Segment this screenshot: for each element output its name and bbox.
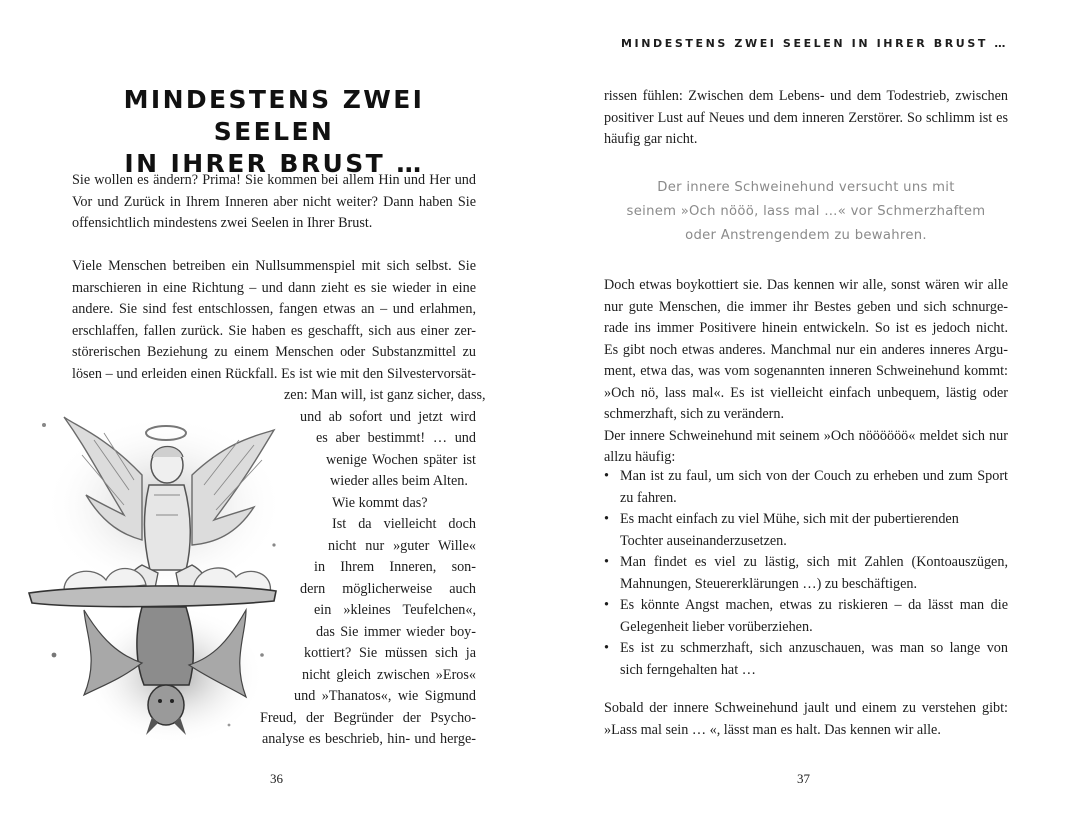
page-number-left: 36	[270, 771, 283, 786]
pull-quote-line: seinem »Och nööö, lass mal …« vor Schmerzhaftem	[626, 204, 986, 219]
text-line: nicht nur »guter Wille«	[328, 537, 476, 554]
text-line: Sie wollen es ändern? Prima! Sie kommen bei allem Hin und Her und	[72, 172, 476, 188]
list-item	[604, 638, 1008, 681]
chapter-title-line: IN IHRER BRUST …	[124, 149, 424, 178]
text-line: Tochter auseinanderzusetzen.	[620, 532, 787, 549]
text-line: schmerzhaft, sich zu verändern.	[604, 406, 785, 422]
pull-quote-line: oder Anstrengendem zu bewahren.	[685, 228, 927, 243]
text-line: lösen – und erleiden einen Rückfall. Es ist wie mit den Silvestervorsät-	[72, 365, 476, 382]
text-line: Es könnte Angst machen, etwas zu riskieren – da lässt man die	[620, 597, 1008, 613]
text-line: nur gute Menschen, die immer ihr Bestes geben und sich schnurge-	[604, 298, 1008, 315]
text-line: offensichtlich mindestens zwei Seelen in Ihrer Brust.	[72, 215, 373, 231]
text-line: störerischen Beziehung zu einem Menschen oder Substanzmittel zu	[72, 344, 476, 360]
text-line: dern möglicherweise auch	[300, 580, 476, 597]
paragraph-boykott	[604, 275, 1008, 469]
text-line: und ab sofort und jetzt wird	[300, 408, 476, 425]
text-line: und »Thanatos«, wie Sigmund	[294, 688, 476, 704]
text-line: wenige Wochen später ist	[326, 451, 476, 468]
text-line: Vor und Zurück in Ihrem Inneren aber nicht weiter? Dann haben Sie	[72, 193, 476, 210]
chapter-title-line: MINDESTENS ZWEI SEELEN	[123, 85, 425, 146]
text-line: Mahnungen, Steuererklärungen …) zu beschäftigen.	[620, 575, 918, 592]
text-line: rade ins immer Positivere hinein entwickeln. So ist es jedoch nicht.	[604, 320, 1008, 336]
text-line: das Sie immer wieder boy-	[316, 623, 476, 640]
text-line: Es gibt noch etwas anderes. Manchmal nur ein anderes inneres Argu-	[604, 341, 1008, 358]
text-line: Man ist zu faul, um sich von der Couch zu erheben und zum Sport	[620, 468, 1008, 484]
page-number-right: 37	[797, 771, 810, 786]
pull-quote	[604, 176, 1008, 248]
paragraph-continuation	[604, 86, 1008, 151]
paragraph-closing	[604, 698, 1008, 741]
text-line: »Och nö, lass mal«. Es ist vielleicht einfach unbequem, lästig oder	[604, 384, 1008, 401]
text-line: marschieren in eine Richtung – und dann zieht es sie wieder in eine	[72, 279, 476, 296]
text-line: häufig gar nicht.	[604, 131, 698, 147]
running-head: MINDESTENS ZWEI SEELEN IN IHRER BRUST …	[621, 37, 1008, 50]
text-line: Ist da vielleicht doch	[332, 516, 476, 532]
text-line: Freud, der Begründer der Psycho-	[260, 709, 476, 726]
text-line: positiver Lust auf Neues und dem inneren Zerstörer. So schlimm ist es	[604, 109, 1008, 126]
paragraph-nullsummenspiel	[72, 256, 476, 385]
wrapped-paragraph	[72, 385, 486, 751]
bullet-marker: •	[604, 597, 609, 613]
pull-quote-line: Der innere Schweinehund versucht uns mit	[657, 180, 955, 195]
list-item	[604, 466, 1008, 509]
text-line: es aber bestimmt! … und	[316, 430, 476, 446]
text-line: Es ist zu schmerzhaft, sich anzuschauen, was man so lange von	[620, 640, 1008, 656]
text-line: Wie kommt das?	[332, 494, 428, 511]
text-line: nicht gleich zwischen »Eros«	[302, 666, 476, 683]
text-line: ment, etwa das, was vom sogenannten inneren Schweinehund kommt:	[604, 363, 1008, 379]
text-line: erschlaffen, fallen zurück. Sie haben es geschafft, sich aus einer zer-	[72, 322, 476, 339]
text-line: Doch etwas boykottiert sie. Das kennen wir alle, sonst wären wir alle	[604, 277, 1008, 293]
bullet-marker: •	[604, 511, 609, 527]
list-item	[604, 595, 1008, 638]
text-line: ein »kleines Teufelchen«,	[314, 602, 476, 618]
text-line: Es macht einfach zu viel Mühe, sich mit der pubertierenden	[620, 511, 959, 527]
chapter-title	[72, 84, 476, 180]
paragraph-intro	[72, 170, 476, 235]
text-line: Man findet es viel zu lästig, sich mit Zahlen (Kontoauszügen,	[620, 554, 1008, 570]
text-line: Sobald der innere Schweinehund jault und einem zu verstehen gibt:	[604, 700, 1008, 716]
bullet-marker: •	[604, 554, 609, 570]
text-line: »Lass mal sein … «, lässt man es halt. Das kennen wir alle.	[604, 721, 941, 738]
text-line: Viele Menschen betreiben ein Nullsummenspiel mit sich selbst. Sie	[72, 258, 476, 274]
text-line: analyse es beschrieb, hin- und herge-	[262, 731, 476, 747]
list-item	[604, 509, 1008, 552]
text-line: in Ihrem Inneren, son-	[314, 559, 476, 575]
right-page	[540, 0, 1080, 840]
text-line: Der innere Schweinehund mit seinem »Och nöööööö« meldet sich nur	[604, 427, 1008, 444]
list-item	[604, 552, 1008, 595]
bullet-marker: •	[604, 640, 609, 656]
text-line: rissen fühlen: Zwischen dem Lebens- und dem Todestrieb, zwischen	[604, 88, 1008, 104]
bullet-marker: •	[604, 468, 609, 484]
text-line: andere. Sie sind fest entschlossen, fangen etwas an – und erlahmen,	[72, 301, 476, 317]
text-line: wieder alles beim Alten.	[330, 473, 468, 489]
text-line: sich ferngehalten hat …	[620, 661, 756, 678]
text-line: kottiert? Sie müssen sich ja	[304, 645, 476, 661]
text-line: zu fahren.	[620, 489, 677, 506]
text-line: allzu häufig:	[604, 449, 676, 465]
text-line: Gelegenheit lieber vorüberziehen.	[620, 618, 813, 635]
bullet-list	[604, 466, 1008, 681]
text-line: zen: Man will, ist ganz sicher, dass,	[284, 387, 486, 403]
